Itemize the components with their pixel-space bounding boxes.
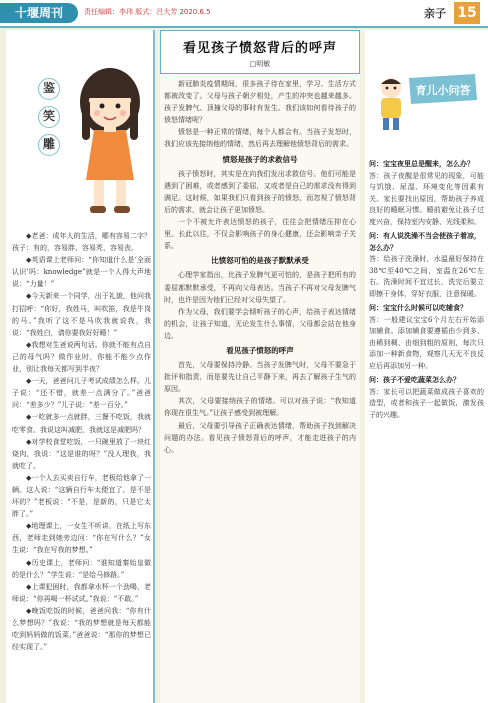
article-paragraph: 愤怒是一种正常的情绪，每个人都会有。当孩子发怒时，我们应该先接纳他的情绪，然后再去理解他愤怒背后的需求。 [164,128,356,149]
article-subhead: 愤怒是孩子的求救信号 [222,154,298,164]
joke-paragraph: ◆今天新来一个同学，出于礼貌，他问我打招呼：“你好，我姓马，叫吹笛，我是牛岗的马。”我听了这不是马吹我就说我，我说：“我姓白，请你要我好好睡！” [12,292,151,337]
jokes-text [12,230,151,653]
qa-answer: 答：孩子夜醒是很常见的现象，可能与饥饿、尿湿、环境变化等因素有关。家长要找出原因，帮助孩子养成良好的睡眠习惯。睡前避免让孩子过度兴奋，保持室内安静、光线柔和。 [369,171,484,226]
article-paragraph: 心理学家指出，比孩子发脾气更可怕的，是孩子把所有的委屈都默默承受，不再向父母表达。当孩子不再对父母发脾气时，也许是因为他们已经对父母失望了。 [164,271,356,304]
joke-paragraph: ◆对学校食堂吃饭，一只碗里放了一块红烧肉，我说：“这是谁的呀？”没人理我，我就吃了。 [12,437,151,470]
qa-list [369,156,484,421]
qa-question: 问：孩子不爱吃蔬菜怎么办？ [369,376,460,384]
article-byline: □明敏 [249,60,271,68]
article-header [160,30,360,74]
tag-char: 笑 [38,106,60,128]
cartoon-girl-illustration [70,60,150,220]
joke-paragraph: ◆地理课上，一女生不听讲，在纸上写东西，老师走到她旁边问：“你在写什么？”女生说：“我在写我的梦想。” [12,522,151,555]
joke-paragraph: ◆老爸：成年人的生活，哪有容易二字？孩子：有的，容易胖、容易秃、容易丧。 [12,232,151,253]
joke-paragraph: ◆我想对生爸说两句话。你就不能有点自己的母气吗？做作业时，你能不能少点作业，别让我每天都写到半夜？ [12,340,151,374]
qa-banner-illustration [405,70,481,110]
qa-banner-title: 育儿小问答 [415,84,471,97]
article-column [160,30,360,703]
child-illustration [371,74,411,134]
joke-paragraph: ◆英语课上老师问：“你知道什么是‘全面认识’吗：knowledge”就是一个人得大声地说：“力量！” [12,256,151,289]
qa-item [369,375,484,421]
qa-question: 问：宝宝夜里总是醒来，怎么办？ [369,160,474,168]
qa-column [365,30,488,703]
tag-char: 鉴 [38,78,60,100]
article-paragraph: 一个不被允许表达愤怒的孩子，往往会把情绪压抑在心里。长此以往，不仅会影响孩子的身心健康，还会影响亲子关系。 [164,218,356,251]
qa-answer: 答：一般建议宝宝6个月左右开始添加辅食。添加辅食要遵循由少到多、由稀到稠、由细到粗的原则，每次只添加一种新食物，观察几天无不良反应后再添加另一种。 [369,315,484,370]
qa-item [369,159,484,228]
article-paragraph: 孩子愤怒时，其实是在向我们发出求救信号。他们可能是遇到了困难，或者感到了委屈，又或者是自己的需求没有得到满足。这时候，如果我们只看到孩子的愤怒，而忽视了愤怒背后的需求，就会让孩子更加愤怒。 [164,169,356,214]
tag-char: 雕 [38,134,60,156]
joke-paragraph: ◆上课犯困时，我都拿水杯一个劲喝，老师说：“你再喝一杯试试。”我说：“不敢。” [12,582,151,603]
article-paragraph: 其次，父母要接纳孩子的情绪。可以对孩子说：“我知道你现在很生气。”让孩子感受到被理解。 [164,397,356,418]
qa-item [369,231,484,300]
page-number: 15 [454,2,480,24]
qa-item [369,303,484,372]
newspaper-brand: 十堰周刊 [0,3,78,23]
humor-column [6,30,155,703]
qa-answer: 答：给孩子洗澡时，水温最好保持在38℃至40℃之间，室温在26℃左右。洗澡时间不宜过长，洗完后要立即擦干身体，穿好衣服，注意保暖。 [369,255,484,298]
joke-paragraph: ◆一吃就多一点就胖，三餐不吃饭，我就吃零食。我说这叫减肥，我就这是减肥吗？ [12,413,151,434]
qa-question: 问：有人说洗澡不当会使孩子着凉，怎么办？ [369,232,481,252]
joke-paragraph: ◆一个人去买卖自行车，老板给他拿了一辆。这人说：“这辆自行车太便宜了，是不是坏的？”老板说：“不是，是新的，只是它太胖了。” [12,473,151,519]
joke-paragraph: ◆一天，爸爸问儿子考试成绩怎么样。儿子说：“还不错，就差一点满分了。”爸爸问：“差多少？”儿子说：“差一百分。” [12,377,151,410]
joke-paragraph: ◆历史课上，老师问：“谁知道秦始皇做的是什么？”学生说：“是给马修路。” [12,558,151,579]
editor-credits: 责任编辑：李玮 版式：吕大芳 2020.6.5 [84,8,211,16]
article-subhead: 看见孩子愤怒的呼声 [226,345,294,355]
article-subhead: 比愤怒可怕的是孩子默默承受 [211,256,309,266]
qa-question: 问：宝宝什么时候可以吃辅食？ [369,304,467,312]
article-body [160,74,360,703]
column-tag [38,78,60,156]
section-title: 亲子 [424,7,446,20]
qa-answer: 答：家长可以把蔬菜做成孩子喜欢的造型，或者和孩子一起做饭，激发孩子的兴趣。 [369,387,484,419]
joke-paragraph: ◆晚饭吃饭的时候，爸爸问我：“你有什么梦想吗？”我说：“我的梦想就是每天都能吃到妈妈做的饭菜。”爸爸说：“那你的梦想已经实现了。” [12,606,151,652]
article-title: 看见孩子愤怒背后的呼声 [182,41,337,56]
article-paragraph: 新冠肺炎疫情期间，很多孩子待在家里，学习、生活方式都被改变了。父母与孩子朝夕相处，产生的冲突也越来越多。孩子发脾气、顶撞父母的事时有发生。我们该如何看待孩子的愤怒情绪呢？ [164,80,356,125]
page-header [0,0,488,28]
article-paragraph: 首先，父母要保持冷静。当孩子发脾气时，父母不要急于批评和指责，而是要先让自己平静下来，再去了解孩子生气的原因。 [164,361,356,394]
article-paragraph: 最后，父母要引导孩子正确表达情绪，帮助孩子找到解决问题的办法。看见孩子愤怒背后的呼声，才能走进孩子的内心。 [164,421,356,454]
article-paragraph: 作为父母，我们要学会倾听孩子的心声，给孩子表达情绪的机会，让孩子知道，无论发生什么事情，父母都会站在他身边。 [164,307,356,340]
